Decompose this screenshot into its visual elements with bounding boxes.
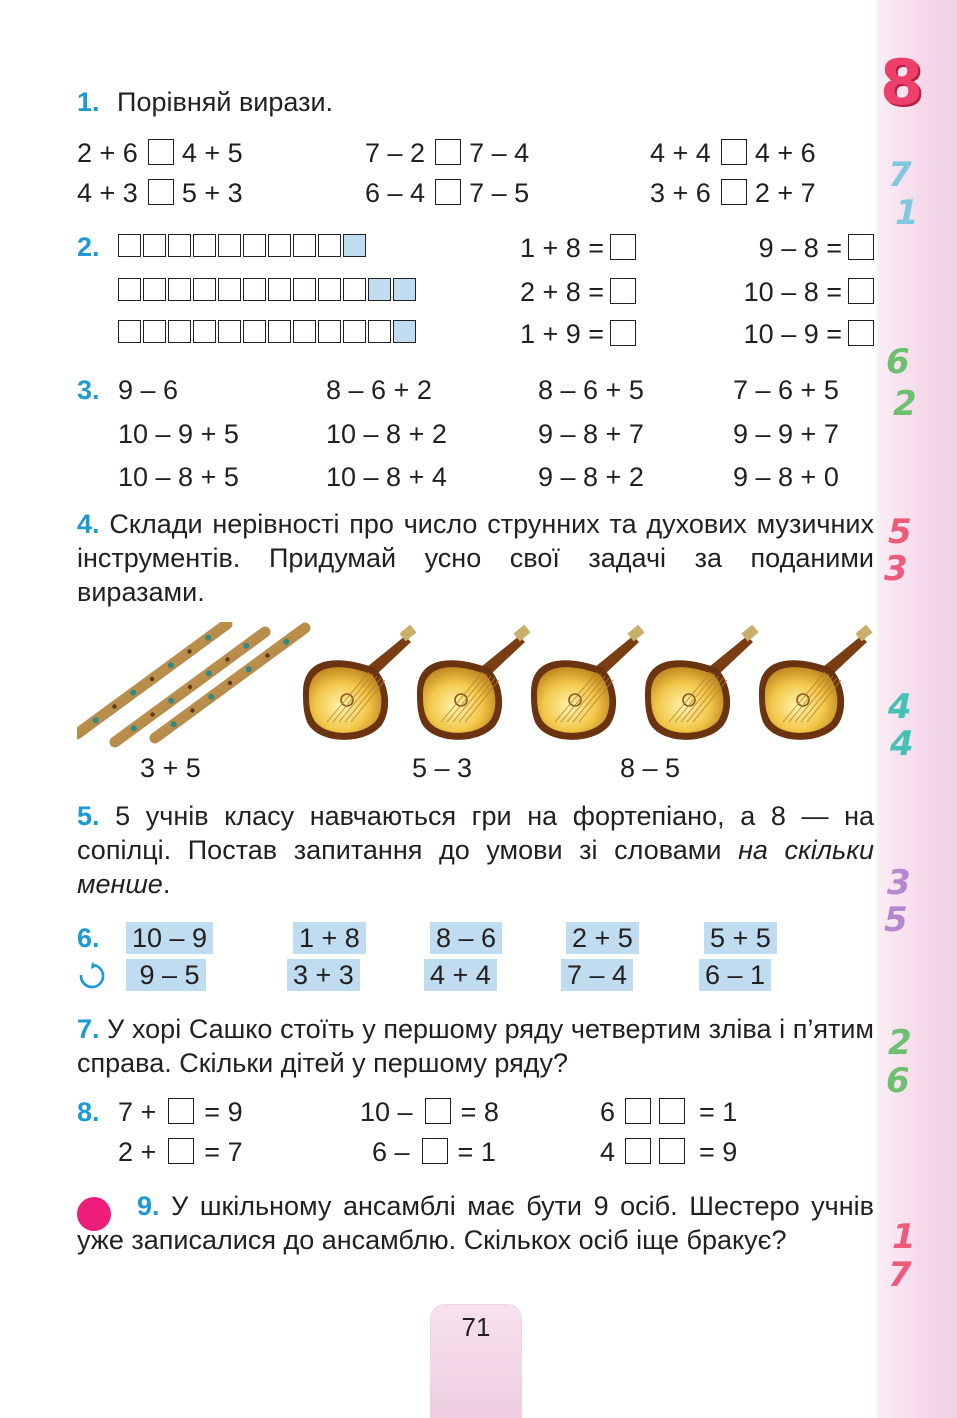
equation <box>372 1136 496 1168</box>
equation <box>118 1136 243 1168</box>
equation-text: 2 + 8 = <box>520 277 605 307</box>
side-digit: 1 <box>895 193 919 233</box>
task-text: Порівняй вирази. <box>117 87 334 117</box>
task-text: У хорі Сашко стоїть у першому ряду четвертим зліва і п’ятим справа. Скільки дітей у першому ряду? <box>77 1014 874 1078</box>
highlighted-expression: 8 – 6 <box>430 922 502 954</box>
bandura <box>303 625 417 740</box>
square <box>118 320 141 343</box>
sopilka-flutes <box>77 624 305 742</box>
equation <box>600 1136 737 1168</box>
square-row <box>118 234 368 260</box>
equation-text: = 9 <box>204 1097 243 1127</box>
flute <box>155 628 305 738</box>
answer-box <box>435 179 461 205</box>
task-text: Склади нерівності про число струнних та духових музичних інструментів. Придумай усно свої задачі за поданими виразами. <box>77 509 874 607</box>
bandura-instruments <box>303 625 873 740</box>
bandura <box>417 625 531 740</box>
task-7-text <box>77 1012 874 1080</box>
comparison <box>365 177 529 209</box>
task-number: 6. <box>77 923 100 953</box>
expression-1: 3 + 5 <box>140 753 201 783</box>
answer-box <box>848 234 874 260</box>
expression: 8 – 6 + 2 <box>326 375 432 405</box>
task-text: У шкільному ансамблі має бути 9 осіб. Шестеро учнів уже записалися до ансамблю. Скількох осіб іще бракує? <box>77 1191 874 1255</box>
answer-box <box>610 278 636 304</box>
comparison <box>650 137 816 169</box>
answer-box <box>422 1138 448 1164</box>
right-expression: 5 + 3 <box>181 178 243 208</box>
highlighted-expression: 9 – 5 <box>126 959 206 991</box>
highlighted-expression: 2 + 5 <box>566 922 639 954</box>
equation-text: 1 + 8 = <box>520 233 605 263</box>
right-expression: 7 – 5 <box>469 178 530 208</box>
square <box>243 278 266 301</box>
highlighted-expression: 1 + 8 <box>293 922 366 954</box>
filled-square <box>343 234 366 257</box>
equation-text: = 1 <box>457 1137 496 1167</box>
answer-box <box>148 179 174 205</box>
highlighted-expression: 6 – 1 <box>699 959 771 991</box>
square <box>243 234 266 257</box>
comparison <box>650 177 816 209</box>
left-expression: 3 + 6 <box>650 178 711 208</box>
punctuation: . <box>162 869 171 899</box>
side-digit: 5 <box>884 900 908 940</box>
side-digit: 2 <box>893 384 917 424</box>
highlighted-expression: 10 – 9 <box>126 922 213 954</box>
answer-box <box>425 1098 451 1124</box>
expression: 9 – 8 + 2 <box>538 462 644 492</box>
expression: 9 – 6 <box>118 375 179 405</box>
filled-square <box>368 278 391 301</box>
equation-text: 6 <box>600 1097 616 1127</box>
square <box>168 278 191 301</box>
square <box>218 234 241 257</box>
answer-box <box>168 1098 194 1124</box>
side-digit: 7 <box>888 1255 912 1295</box>
equation <box>759 232 874 264</box>
side-digit: 6 <box>886 342 910 382</box>
left-expression: 6 – 4 <box>365 178 426 208</box>
square <box>318 320 341 343</box>
task-number: 4. <box>77 509 100 539</box>
square <box>343 320 366 343</box>
equation-text: 9 – 8 = <box>758 233 842 263</box>
expression: 9 – 9 + 7 <box>733 419 839 449</box>
answer-box <box>659 1138 685 1164</box>
task-text: 5 учнів класу навчаються гри на фортепіано, а 8 — на сопілці. Постав запитання до умови зі словами <box>77 801 874 865</box>
answer-box <box>148 139 174 165</box>
equation-text: 10 – <box>360 1097 413 1127</box>
answer-box <box>848 320 874 346</box>
equation-text: = 9 <box>699 1137 738 1167</box>
equation-text: 6 – <box>372 1137 410 1167</box>
equation-text: = 8 <box>460 1097 499 1127</box>
left-expression: 4 + 3 <box>77 178 138 208</box>
equation <box>520 318 636 350</box>
side-number: 8 <box>880 46 924 119</box>
square <box>118 278 141 301</box>
answer-box <box>721 139 747 165</box>
equation-text: = 1 <box>699 1097 738 1127</box>
expression: 7 – 6 + 5 <box>733 375 839 405</box>
expression: 10 – 8 + 5 <box>118 462 239 492</box>
equation <box>118 1096 243 1128</box>
equation <box>520 232 636 264</box>
side-digit: 3 <box>884 549 908 589</box>
square <box>143 278 166 301</box>
task-1-heading <box>77 86 333 118</box>
bandura <box>645 625 759 740</box>
square-row <box>118 320 418 346</box>
expression: 8 – 6 + 5 <box>538 375 644 405</box>
task-number: 1. <box>77 87 100 117</box>
task-number: 2. <box>77 232 100 262</box>
square <box>318 278 341 301</box>
task-number: 5. <box>77 801 100 831</box>
square <box>293 278 316 301</box>
comparison <box>77 177 243 209</box>
side-digit: 6 <box>886 1061 910 1101</box>
square <box>268 278 291 301</box>
side-digit: 4 <box>888 687 912 727</box>
side-digit: 5 <box>888 512 912 552</box>
left-expression: 4 + 4 <box>650 138 711 168</box>
square <box>268 320 291 343</box>
right-expression: 2 + 7 <box>754 178 816 208</box>
task-number: 8. <box>77 1097 100 1127</box>
equation <box>744 276 874 308</box>
right-expression: 4 + 5 <box>181 138 243 168</box>
side-digit: 7 <box>888 155 912 195</box>
expression-2: 5 – 3 <box>412 753 473 783</box>
task-number: 3. <box>77 375 100 405</box>
square <box>293 320 316 343</box>
equation-text: 7 + <box>118 1097 157 1127</box>
filled-square <box>393 320 416 343</box>
answer-box <box>659 1098 685 1124</box>
square <box>193 278 216 301</box>
square <box>293 234 316 257</box>
equation-text: = 7 <box>204 1137 243 1167</box>
answer-box <box>721 179 747 205</box>
task-number: 7. <box>77 1014 100 1044</box>
filled-square <box>393 278 416 301</box>
equation <box>520 276 636 308</box>
left-expression: 7 – 2 <box>365 138 426 168</box>
comparison <box>365 137 529 169</box>
square <box>318 234 341 257</box>
answer-box <box>168 1138 194 1164</box>
equation-text: 4 <box>600 1137 616 1167</box>
bandura <box>531 625 645 740</box>
right-expression: 7 – 4 <box>469 138 530 168</box>
square <box>218 320 241 343</box>
equation-text: 1 + 9 = <box>520 319 605 349</box>
task-number: 9. <box>137 1191 160 1221</box>
side-digit: 4 <box>890 724 914 764</box>
bandura <box>759 625 873 740</box>
square <box>168 320 191 343</box>
instruments-illustration <box>77 622 877 752</box>
expression: 10 – 8 + 4 <box>326 462 447 492</box>
task-italic-phrase: на скільки менше <box>77 835 874 899</box>
equation-text: 2 + <box>118 1137 157 1167</box>
square <box>143 320 166 343</box>
comparison <box>77 137 243 169</box>
side-digit: 2 <box>888 1023 912 1063</box>
answer-box <box>435 139 461 165</box>
square <box>168 234 191 257</box>
task-5-text <box>77 799 874 901</box>
square <box>343 278 366 301</box>
square <box>118 234 141 257</box>
answer-box <box>625 1098 651 1124</box>
expression: 9 – 8 + 7 <box>538 419 644 449</box>
expression: 10 – 9 + 5 <box>118 419 239 449</box>
square <box>193 320 216 343</box>
answer-box <box>625 1138 651 1164</box>
answer-box <box>610 320 636 346</box>
highlighted-expression: 4 + 4 <box>424 959 497 991</box>
square <box>243 320 266 343</box>
expression: 9 – 8 + 0 <box>733 462 839 492</box>
square <box>268 234 291 257</box>
equation <box>360 1096 499 1128</box>
task-9-text <box>77 1189 874 1257</box>
highlighted-expression: 3 + 3 <box>287 959 360 991</box>
equation <box>600 1096 737 1128</box>
square-row <box>118 278 418 304</box>
highlighted-expression: 7 – 4 <box>561 959 633 991</box>
right-expression: 4 + 6 <box>754 138 816 168</box>
expression-3: 8 – 5 <box>620 753 681 783</box>
task-4-text <box>77 507 874 609</box>
equation-text: 10 – 8 = <box>743 277 842 307</box>
side-digit: 1 <box>892 1217 916 1257</box>
left-expression: 2 + 6 <box>77 138 138 168</box>
square <box>193 234 216 257</box>
expression: 10 – 8 + 2 <box>326 419 447 449</box>
answer-box <box>610 234 636 260</box>
square <box>368 320 391 343</box>
square <box>218 278 241 301</box>
equation <box>744 318 874 350</box>
answer-box <box>848 278 874 304</box>
highlighted-expression: 5 + 5 <box>704 922 777 954</box>
side-digit: 3 <box>887 863 911 903</box>
cycle-icon <box>78 962 106 990</box>
page-number: 71 <box>461 1312 491 1342</box>
equation-text: 10 – 9 = <box>743 319 842 349</box>
square <box>143 234 166 257</box>
